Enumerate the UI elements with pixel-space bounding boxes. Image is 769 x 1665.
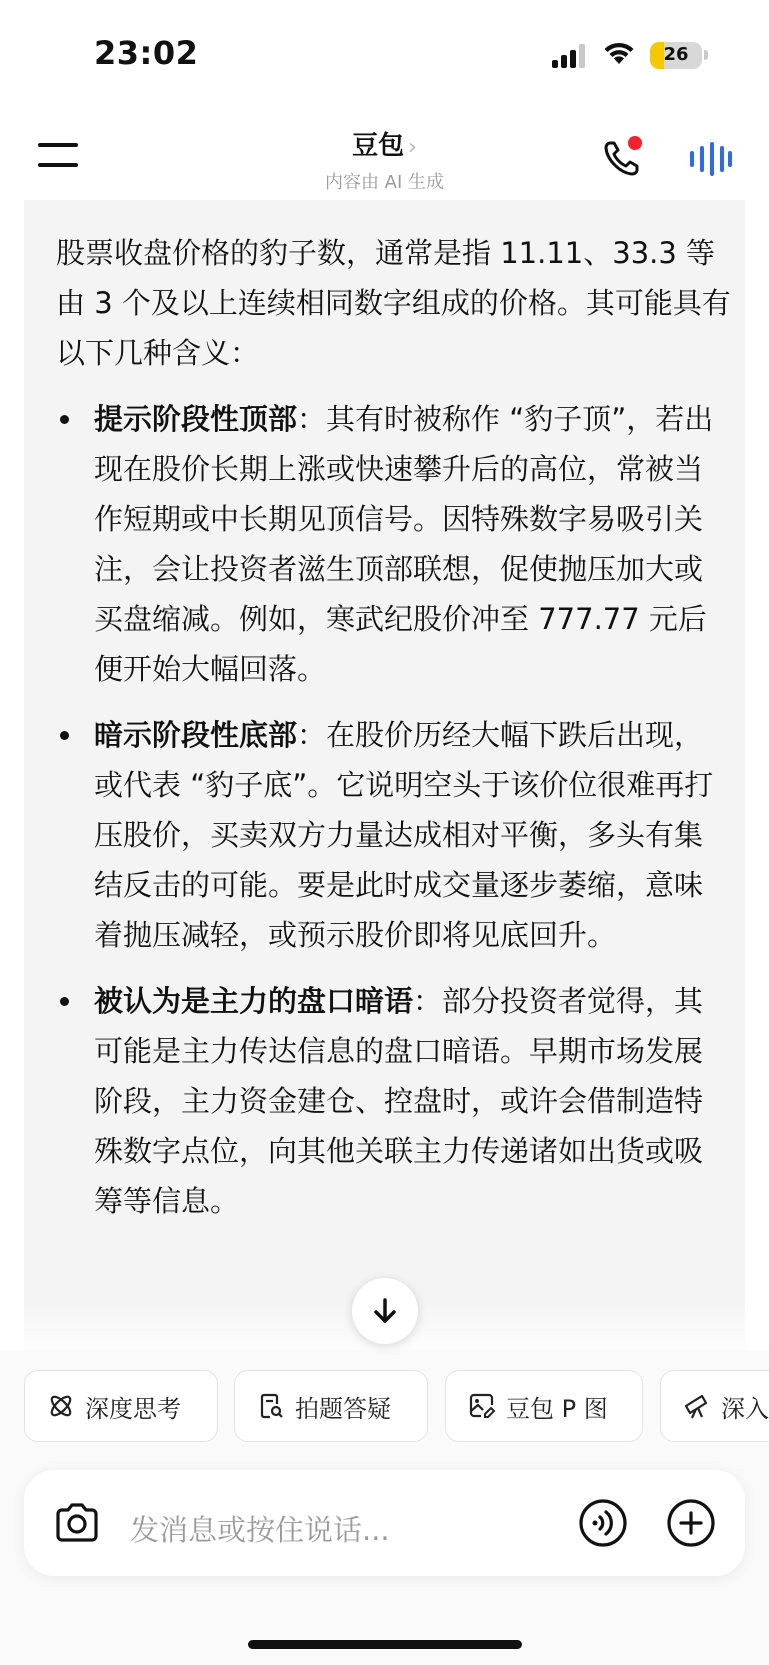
deep-think-button[interactable]: [24, 1370, 218, 1442]
message-input[interactable]: 发消息或按住说话...: [130, 1513, 390, 1547]
bullet-title: 提示阶段性顶部: [94, 402, 298, 436]
notification-dot: [628, 136, 642, 150]
home-indicator[interactable]: [248, 1640, 522, 1649]
assistant-message: [24, 200, 745, 1350]
bullet-title: 暗示阶段性底部: [94, 718, 298, 752]
scroll-to-bottom-button[interactable]: [352, 1278, 418, 1344]
battery-icon: [650, 42, 702, 69]
chip-label: 豆包 P 图: [506, 1394, 608, 1423]
voice-wave-button[interactable]: [690, 142, 732, 176]
chip-label: 拍题答疑: [295, 1394, 391, 1423]
quick-actions-bar: [0, 1350, 769, 1470]
add-button[interactable]: [666, 1498, 716, 1552]
telescope-icon: [683, 1392, 711, 1420]
chevron-right-icon: ›: [408, 135, 417, 160]
cellular-signal-icon: [552, 44, 588, 68]
arrow-down-icon: [370, 1296, 400, 1326]
bullet-list: [56, 394, 731, 1226]
bullet-title: 被认为是主力的盘口暗语: [94, 984, 414, 1018]
list-item: [56, 710, 731, 960]
bullet-text: ：部分投资者觉得，其可能是主力传达信息的盘口暗语。早期市场发展阶段，主力资金建仓、控盘时，或许会借制造特殊数字点位，向其他关联主力传递诸如出货或吸筹等信息。: [94, 984, 704, 1218]
battery-cap: [704, 50, 708, 60]
message-body: [56, 228, 731, 1242]
battery-level: 26: [663, 44, 689, 65]
status-time: 23:02: [94, 34, 199, 72]
plus-circle-icon: [666, 1498, 716, 1548]
audio-wave-icon: [578, 1498, 628, 1548]
ai-disclaimer: 内容由 AI 生成: [324, 172, 445, 193]
chat-title[interactable]: [0, 125, 769, 162]
camera-icon: [54, 1502, 100, 1544]
list-item: [56, 394, 731, 694]
deep-research-button[interactable]: [660, 1370, 769, 1442]
voice-input-button[interactable]: [578, 1498, 628, 1552]
photo-question-button[interactable]: [234, 1370, 428, 1442]
atom-icon: [47, 1392, 75, 1420]
image-edit-button[interactable]: [445, 1370, 643, 1442]
status-bar: [0, 0, 769, 110]
bullet-text: ：其有时被称作 “豹子顶”，若出现在股价长期上涨或快速攀升后的高位，常被当作短期或中长期见顶信号。因特殊数字易吸引关注，会让投资者滋生顶部联想，促使抛压加大或买盘缩减。例如，寒武纪股价冲至 777.77 元后便开始大幅回落。: [94, 402, 714, 686]
camera-button[interactable]: [54, 1502, 100, 1548]
image-edit-icon: [468, 1392, 496, 1420]
bot-name: 豆包: [352, 131, 405, 161]
chip-label: 深入: [721, 1394, 769, 1423]
doc-search-icon: [257, 1392, 285, 1420]
list-item: [56, 976, 731, 1226]
message-intro: 股票收盘价格的豹子数，通常是指 11.11、33.3 等由 3 个及以上连续相同数字组成的价格。其可能具有以下几种含义：: [56, 236, 731, 370]
bullet-text: ：在股价历经大幅下跌后出现，或代表 “豹子底”。它说明空头于该价位很难再打压股价，买卖双方力量达成相对平衡，多头有集结反击的可能。要是此时成交量逐步萎缩，意味着抛压减轻，或预示股价即将见底回升。: [94, 718, 714, 952]
chip-label: 深度思考: [85, 1394, 181, 1423]
wifi-icon: [602, 40, 636, 70]
